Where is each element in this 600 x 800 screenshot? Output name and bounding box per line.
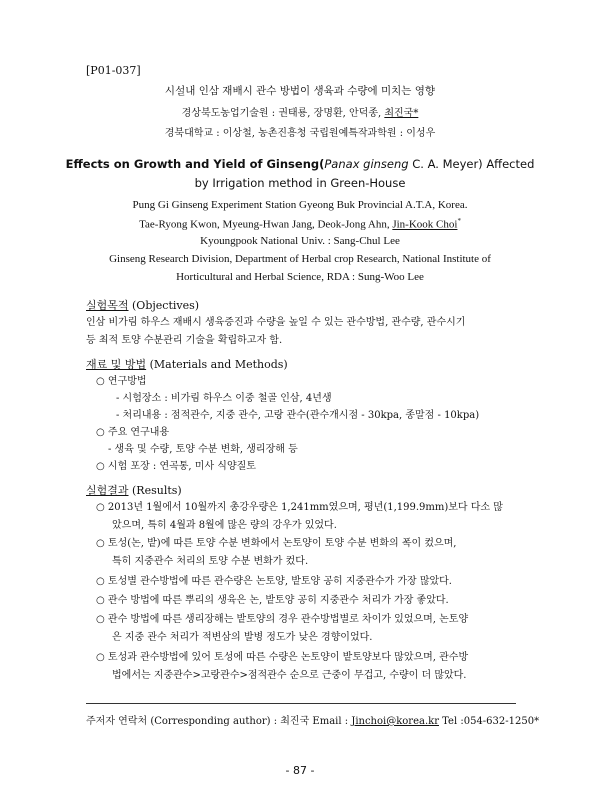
methods-item-1b: - 처리내용 : 점적관수, 지중 관수, 고랑 관수(관수개시점 - 30kpa, 종말점 - 10kpa) — [116, 410, 480, 421]
footnote-divider — [86, 703, 516, 704]
methods-heading-en: (Materials and Methods) — [146, 358, 288, 371]
footnote-prefix: 주저자 연락처 (Corresponding author) : 최진국 Email : — [86, 716, 352, 727]
corresponding-author-en: Jin-Kook Choi — [392, 218, 458, 231]
korean-authors-line-2: 경북대학교 : 이상철, 농촌진흥청 국립원예특작과학원 : 이성우 — [164, 128, 436, 139]
results-item-5b: 은 지중 관수 처리가 적변삼의 발병 정도가 낮은 경향이었다. — [112, 632, 373, 643]
english-authors-text: Tae-Ryong Kwon, Myeung-Hwan Jang, Deok-Jong Ahn, — [139, 218, 393, 231]
title-part-1: Effects on Growth and Yield of Ginseng( — [65, 157, 325, 171]
results-item-2a: ○ 토성(논, 밭)에 따른 토양 수분 변화에서 논토양이 토양 수분 변화의 폭이 컸으며, — [96, 538, 457, 549]
title-part-3: C. A. Meyer) Affected — [408, 157, 535, 171]
methods-item-3: ○ 시험 포장 : 연곡통, 미사 식양질토 — [96, 461, 256, 472]
english-title-line-2: by Irrigation method in Green-House — [194, 176, 406, 190]
methods-item-2a: - 생육 및 수량, 토양 수분 변화, 생리장해 등 — [108, 444, 298, 455]
affiliation-2: Kyoungpook National Univ. : Sang-Chul Lee — [200, 235, 400, 247]
methods-heading — [86, 356, 288, 372]
korean-authors-text: 경상북도농업기술원 : 권태룡, 장명환, 안덕종, — [181, 108, 385, 119]
footnote-email: Jinchoi@korea.kr — [351, 716, 439, 727]
results-item-6a: ○ 토성과 관수방법에 있어 토성에 따른 수량은 논토양이 밭토양보다 많았으며, 관수방 — [96, 652, 469, 663]
korean-title: 시설내 인삼 재배시 관수 방법이 생육과 수량에 미치는 영향 — [164, 85, 436, 97]
results-item-4: ○ 관수 방법에 따른 뿌리의 생육은 논, 밭토양 공히 지중관수 처리가 가장 좋았다. — [96, 595, 449, 606]
results-item-1a: ○ 2013년 1월에서 10월까지 총강우량은 1,241mm였으며, 평년(1,199.9mm)보다 다소 많 — [96, 502, 503, 513]
results-item-6b: 법에서는 지중관수>고랑관수>점적관수 순으로 근중이 무겁고, 수량이 더 많았다. — [112, 670, 467, 681]
english-title-line-1 — [0, 157, 600, 171]
korean-authors-line-1 — [0, 104, 600, 119]
affiliation-1: Pung Gi Ginseng Experiment Station Gyeong Buk Provincial A.T.A, Korea. — [132, 199, 468, 211]
methods-item-2: ○ 주요 연구내용 — [96, 427, 170, 438]
results-heading — [86, 482, 182, 498]
footnote-tel: Tel :054-632-1250* — [438, 716, 540, 727]
results-heading-en: (Results) — [128, 484, 182, 497]
results-item-2b: 특히 지중관수 처리의 토양 수분 변화가 컸다. — [112, 556, 309, 567]
results-item-1b: 았으며, 특히 4월과 8월에 많은 량의 강우가 있었다. — [112, 520, 337, 531]
methods-heading-ko: 재료 및 방법 — [86, 358, 147, 371]
objectives-heading-en: (Objectives) — [128, 299, 200, 312]
poster-code: [P01-037] — [86, 64, 141, 77]
title-species: Panax ginseng — [324, 157, 409, 171]
results-item-5a: ○ 관수 방법에 따른 생리장해는 밭토양의 경우 관수방법별로 차이가 있었으며, 논토양 — [96, 614, 469, 625]
corresponding-author-footnote — [86, 712, 539, 727]
affiliation-3a: Ginseng Research Division, Department of Herbal crop Research, National Institute of — [109, 253, 491, 265]
results-heading-ko: 실험결과 — [86, 484, 129, 497]
english-authors — [0, 217, 600, 231]
results-item-3: ○ 토성별 관수방법에 따른 관수량은 논토양, 밭토양 공히 지중관수가 가장 많았다. — [96, 576, 452, 587]
corresponding-mark: * — [457, 217, 461, 225]
objectives-line-1: 인삼 비가림 하우스 재배시 생육증진과 수량을 높일 수 있는 관수방법, 관수량, 관수시기 — [86, 317, 466, 328]
methods-item-1: ○ 연구방법 — [96, 376, 147, 387]
objectives-heading-ko: 실험목적 — [86, 299, 129, 312]
page-number: - 87 - — [285, 764, 315, 777]
methods-item-1a: - 시험장소 : 비가림 하우스 이중 철골 인삼, 4년생 — [116, 393, 332, 404]
objectives-heading — [86, 297, 199, 313]
affiliation-3b: Horticultural and Herbal Science, RDA : Sung-Woo Lee — [176, 271, 424, 283]
corresponding-author-ko: 최진국* — [384, 108, 419, 119]
objectives-line-2: 등 최적 토양 수분관리 기술을 확립하고자 함. — [86, 335, 283, 346]
